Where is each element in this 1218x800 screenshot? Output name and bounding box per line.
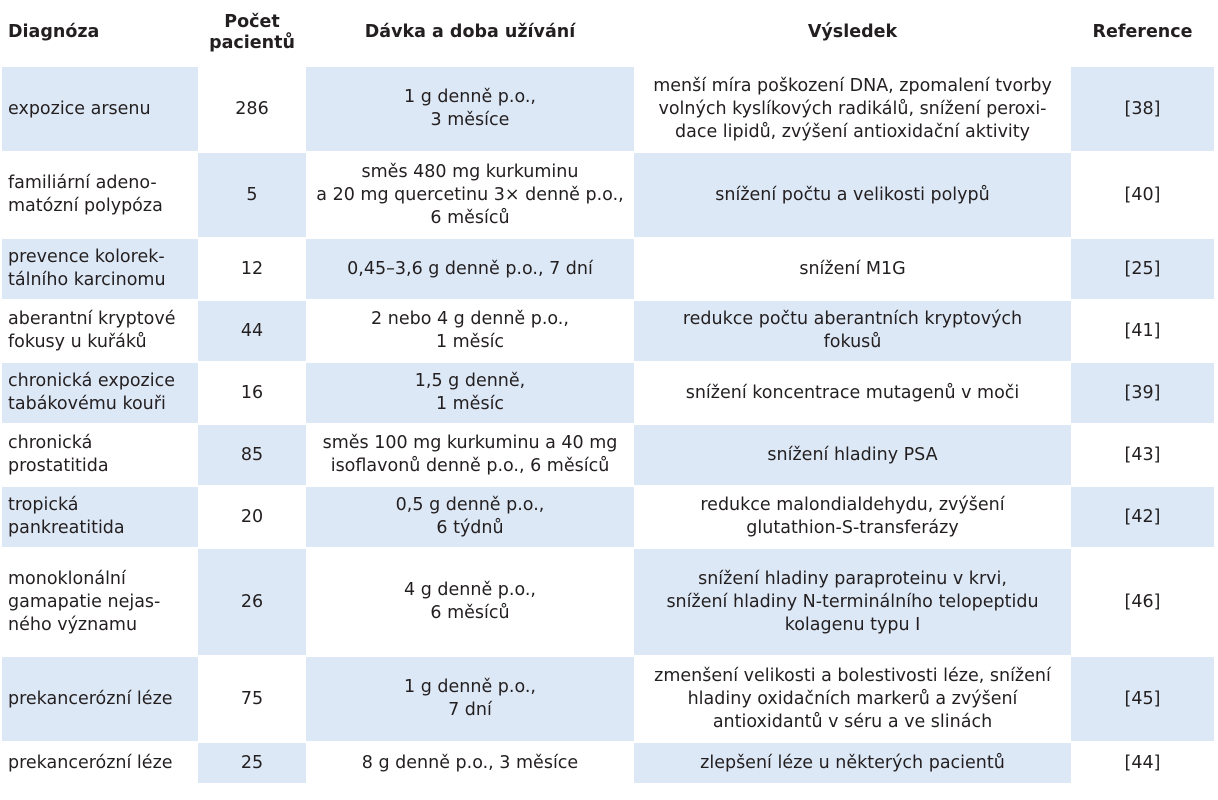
header-patient-count: Počet pacientů: [209, 11, 295, 53]
reference-cell: [38]: [1071, 66, 1214, 152]
table-row: [2, 362, 1214, 424]
result-cell: redukce počtu aberantních kryptových fokusů: [634, 300, 1071, 362]
table-row: [2, 486, 1214, 548]
reference-cell: [25]: [1071, 238, 1214, 300]
curcumin-clinical-table: [2, 0, 1214, 783]
result-cell: zmenšení velikosti a bolestivosti léze, snížení hladiny oxidačních markerů a zvýšení antioxidantů v séru a ve slinách: [634, 656, 1071, 742]
result-cell: menší míra poškození DNA, zpomalení tvorby volných kyslíkových radikálů, snížení peroxi- dace lipidů, zvýšení antioxidační aktivity: [634, 66, 1071, 152]
reference-cell: [40]: [1071, 152, 1214, 238]
dose-cell: 1 g denně p.o., 7 dní: [306, 656, 634, 742]
diagnosis-cell: prekancerózní léze: [2, 742, 198, 783]
dose-cell: 2 nebo 4 g denně p.o., 1 měsíc: [306, 300, 634, 362]
dose-cell: 4 g denně p.o., 6 měsíců: [306, 548, 634, 656]
header-result: Výsledek: [807, 22, 898, 42]
patient-count-cell: 25: [198, 742, 306, 783]
patient-count-cell: 75: [198, 656, 306, 742]
diagnosis-cell: monoklonální gamapatie nejas- ného významu: [2, 548, 198, 656]
table-row: [2, 424, 1214, 486]
dose-cell: směs 100 mg kurkuminu a 40 mg isoflavonů denně p.o., 6 měsíců: [306, 424, 634, 486]
reference-cell: [43]: [1071, 424, 1214, 486]
header-dose: Dávka a doba užívání: [364, 22, 576, 42]
reference-cell: [41]: [1071, 300, 1214, 362]
diagnosis-cell: tropická pankreatitida: [2, 486, 198, 548]
result-cell: snížení počtu a velikosti polypů: [634, 152, 1071, 238]
result-cell: zlepšení léze u některých pacientů: [634, 742, 1071, 783]
reference-cell: [42]: [1071, 486, 1214, 548]
patient-count-cell: 20: [198, 486, 306, 548]
result-cell: snížení koncentrace mutagenů v moči: [634, 362, 1071, 424]
table-row: [2, 238, 1214, 300]
header-reference: Reference: [1092, 22, 1193, 42]
patient-count-cell: 44: [198, 300, 306, 362]
diagnosis-cell: chronická prostatitida: [2, 424, 198, 486]
dose-cell: směs 480 mg kurkuminu a 20 mg quercetinu 3× denně p.o., 6 měsíců: [306, 152, 634, 238]
reference-cell: [39]: [1071, 362, 1214, 424]
dose-cell: 0,5 g denně p.o., 6 týdnů: [306, 486, 634, 548]
reference-cell: [44]: [1071, 742, 1214, 783]
result-cell: redukce malondialdehydu, zvýšení glutathion-S-transferázy: [634, 486, 1071, 548]
result-cell: snížení M1G: [634, 238, 1071, 300]
diagnosis-cell: prekancerózní léze: [2, 656, 198, 742]
result-cell: snížení hladiny paraproteinu v krvi, snížení hladiny N-terminálního telopeptidu kolagenu typu I: [634, 548, 1071, 656]
dose-cell: 1,5 g denně, 1 měsíc: [306, 362, 634, 424]
header-row: [2, 0, 1214, 66]
diagnosis-cell: familiární adeno- matózní polypóza: [2, 152, 198, 238]
reference-cell: [45]: [1071, 656, 1214, 742]
patient-count-cell: 5: [198, 152, 306, 238]
patient-count-cell: 26: [198, 548, 306, 656]
result-cell: snížení hladiny PSA: [634, 424, 1071, 486]
patient-count-cell: 16: [198, 362, 306, 424]
dose-cell: 8 g denně p.o., 3 měsíce: [306, 742, 634, 783]
table-row: [2, 152, 1214, 238]
table-row: [2, 548, 1214, 656]
dose-cell: 1 g denně p.o., 3 měsíce: [306, 66, 634, 152]
diagnosis-cell: prevence kolorek- tálního karcinomu: [2, 238, 198, 300]
dose-cell: 0,45–3,6 g denně p.o., 7 dní: [306, 238, 634, 300]
table-row: [2, 656, 1214, 742]
diagnosis-cell: chronická expozice tabákovému kouři: [2, 362, 198, 424]
table-row: [2, 742, 1214, 783]
diagnosis-cell: expozice arsenu: [2, 66, 198, 152]
patient-count-cell: 12: [198, 238, 306, 300]
table-row: [2, 66, 1214, 152]
patient-count-cell: 85: [198, 424, 306, 486]
header-diagnosis: Diagnóza: [8, 22, 100, 42]
reference-cell: [46]: [1071, 548, 1214, 656]
diagnosis-cell: aberantní kryptové fokusy u kuřáků: [2, 300, 198, 362]
patient-count-cell: 286: [198, 66, 306, 152]
table-row: [2, 300, 1214, 362]
